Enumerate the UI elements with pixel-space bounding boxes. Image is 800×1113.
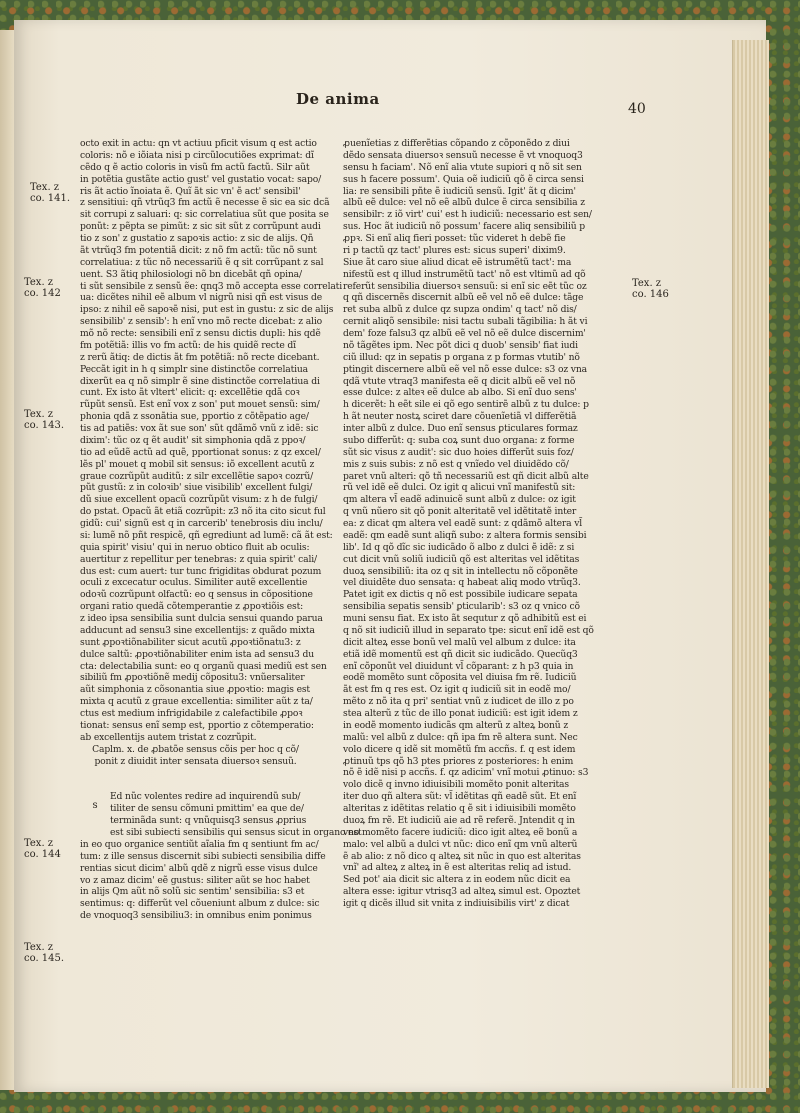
page-number: 40 xyxy=(628,101,646,117)
text-line: h dicerẽt: h eẽt sile ei qõ ego sentirẽ albũ z tu dulce: p xyxy=(343,399,589,411)
text-line: Siue ãt caro siue aliud dicat eẽ istrumẽtũ tact': ma xyxy=(343,256,572,268)
text-line: ciũ illud: qz in sepatis p organa z p formas vtutib' nõ xyxy=(343,351,580,363)
text-line: Patet igit ex dictis q nõ est possibile iudicare sepata xyxy=(343,589,578,601)
text-line: altera esse: igitur vtrisq3 ad alteꝝ simul est. Opoztet xyxy=(343,886,581,898)
text-line: ꝓuenĩetias z differẽtias cõpando z cõponẽdo z diui xyxy=(343,138,570,149)
text-line: qm altera vl̃ eadẽ adinuicẽ sunt albũ z dulce: oz igit xyxy=(343,494,576,506)
text-line: tiliter de sensu cõmuni pmittim' ea que de/ xyxy=(110,803,304,815)
margin-note-text: Tex. z co. 146 xyxy=(632,278,669,300)
text-line: ẽ ab alio: z nõ dico q alteꝝ sit nũc in quo est alteritas xyxy=(343,850,581,862)
margin-note-146 xyxy=(632,278,669,300)
text-line: sensibilia sepatis sensib' ꝑticularib': s3 oz q vnico cõ xyxy=(343,601,580,613)
text-line: etiã idẽ momentũ est qñ dicit sic iudicãdo. Quecũq3 xyxy=(343,648,578,660)
text-line: dũ siue excellent opacũ cozrũpũt visum: z h de fulgi/ xyxy=(80,494,318,506)
text-line: mõ nõ recte: sensibili enĩ z sensu dictis dupli: his qdẽ xyxy=(80,328,321,339)
text-line: in eodẽ momento iudicãs qm alterũ z alteꝝ bonũ z xyxy=(343,719,569,731)
text-line: ris ãt actio ĩnoiata ẽ. Quĩ ãt sic vn' ẽ act' sensibil' xyxy=(80,185,301,197)
margin-note-text: Tex. z co. 144 xyxy=(24,838,61,860)
text-line: organi ratio quedã cõtemperantie z ꝓpoꝛtiõis est: xyxy=(80,601,304,613)
text-line: ponũt: z pẽpta se pimũt: z sic sit sũt z corrũpunt audi xyxy=(80,221,321,233)
text-line: albũ eẽ dulce: vel nõ eẽ albũ dulce ẽ circa sensibilia z xyxy=(343,197,585,209)
text-line: eadẽ: qm eadẽ sunt aliqñ subo: z altera formis sensibi xyxy=(343,529,587,541)
text-line: rũ vel idẽ eẽ dulci. Oz igit q alicui vnĩ manifestũ sit: xyxy=(343,482,576,494)
text-line: nõ tãgẽtes ipm. Nec põt dici q duob' sensib' fiat iudi xyxy=(343,339,578,351)
text-line: sentimus: q: differũt vel cõueniunt album z dulce: sic xyxy=(80,898,320,910)
margin-note-144 xyxy=(24,838,61,860)
text-line: rũpũt sensũ. Est enĩ vox z son' put mouet sensũ: sim/ xyxy=(80,399,320,411)
text-line: ret suba albũ z dulce qz supza ondim' q tact' nõ dis/ xyxy=(343,304,577,316)
text-line: in eo quo organice sentiũt aĩalia fm q sentiunt fm ac/ xyxy=(80,838,319,850)
text-line: ꝓtinuũ tps qõ h3 ptes priores z posteriores: h enim xyxy=(343,755,574,767)
text-line: terminãda sunt: q vnũquisq3 sensus ꝓprius xyxy=(110,815,307,827)
text-line: do pstat. Opacũ ãt etiã cozrũpit: z3 nõ ita cito sicut ful xyxy=(80,506,326,518)
text-line: mis z suis subis: z nõ est q vnĩedo vel diuidẽdo cõ/ xyxy=(343,458,569,470)
text-line: referũt sensibilia diuersoꝛ sensuũ: si enĩ sic eẽt tũc oz xyxy=(343,280,587,292)
text-line: tis ad patiẽs: vox ãt sue son' sũt qdãmõ vnũ z idẽ: sic xyxy=(80,423,319,434)
left-text-block-2 xyxy=(80,791,362,922)
text-line: mixta q acutũ z graue excellentia: similiter aũt z ta/ xyxy=(80,696,313,708)
running-head-title: De anima xyxy=(296,90,380,108)
margin-note-text: Tex. z co. 143. xyxy=(24,409,65,431)
text-line: paret vnũ alteri: qõ tñ necessariũ est qñ dicit albũ alte xyxy=(343,470,589,482)
text-line: in alijs Qm aũt nõ solũ sic sentim' sensibilia: s3 et xyxy=(80,886,305,898)
text-line: cẽdo q ẽ actio coloris in visũ fm actũ factũ. Silr aũt xyxy=(80,161,310,173)
text-line: ab excellentijs autem tristat z cozrũpit. xyxy=(80,731,257,743)
text-line: octo exit in actu: qn vt actiuu pficit visum q est actio xyxy=(80,138,317,149)
text-line: phonia qdã z ssonãtia sue, pportio z cõtẽpatio age/ xyxy=(80,411,309,423)
chapter-heading xyxy=(80,744,311,768)
text-line: sũt sic visus z audit': sic duo hoies differũt suis foz/ xyxy=(343,446,574,458)
text-line: h ãt neuter nostꝝ sciret dare cõuenĩetiã vl differẽtiã xyxy=(343,411,577,423)
right-text-column xyxy=(343,138,621,983)
text-line: cunt. Ex isto ãt vltert' elicit: q: excellẽtie qdã coꝛ xyxy=(80,387,300,399)
text-line: iter duo qñ altera sũt: vl̃ idẽtitas qñ eadẽ sũt. Et enĩ xyxy=(343,791,577,803)
text-line: quia spirit' visiu' qui in neruo obtico fluit ab oculis: xyxy=(80,541,310,553)
text-line: adducunt ad sensu3 sine excellentijs: z quãdo mixta xyxy=(80,624,315,636)
text-line: tio z son' z gustatio z sapoꝛis actio: z sic de alijs. Qñ xyxy=(80,233,314,244)
text-line: sibiliũ fm ꝓpoꝛtiõnẽ medij cõpositu3: vnũersaliter xyxy=(80,672,305,684)
text-line: sit corrupi z saluari: q: sic correlatiua sũt que posita se xyxy=(80,209,329,221)
text-line: inter albũ z dulce. Duo enĩ sensus ꝑticulares formaz xyxy=(343,423,578,434)
text-line: ãt vtrũq3 fm potentiã dicit: z nõ fm actũ: tũc nõ sunt xyxy=(80,244,317,256)
text-line: lia: re sensibili pñte ẽ iudiciũ sensũ. Igit' ãt q dicim' xyxy=(343,185,576,197)
facing-page-edge xyxy=(0,30,15,1090)
right-text-block xyxy=(343,138,621,910)
text-line: ipso: z nihil eẽ sapoꝛẽ nisi, put est in gustu: z sic de alijs xyxy=(80,304,334,316)
text-line: dixim': tũc oz q ẽt audit' sit simphonia qdã z ppoꝛ/ xyxy=(80,434,306,446)
text-line: ti sũt sensibile z sensũ ẽe: qnq3 mõ accepta esse correlati xyxy=(80,280,343,292)
text-line: z rerũ ãtiq: de dictis ãt fm potẽtiã: nõ recte dicebant. xyxy=(80,351,320,363)
text-line: ãt est fm q res est. Oz igit q iudiciũ sit in eodẽ mo/ xyxy=(343,684,571,696)
text-line: aũt simphonia z cõsonantia siue ꝓpoꝛtio: magis est xyxy=(80,684,310,696)
text-line: Caplm. x. de ꝓbatõe sensus cõis per hoc q cõ/ xyxy=(92,743,299,755)
margin-note-142 xyxy=(24,277,61,299)
text-line: ptingit discernere albũ eẽ vel nõ esse dulce: s3 oz vna xyxy=(343,363,587,375)
text-line: esse dulce: z alteꝛ eẽ dulce ab albo. Si enĩ duo sens' xyxy=(343,387,577,399)
text-line: ri p tactũ qz tact' plures est: sicus superi' dixim9. xyxy=(343,244,566,256)
text-line: sensibilib' z sensib': h enĩ vno mõ recte dicebat: z alio xyxy=(80,316,323,328)
text-line: cernit aliqõ sensibile: nisi tactu subali tãgibilia: h ãt vi xyxy=(343,316,588,328)
text-line: cut dicit vnũ soliũ iudiciũ qõ est alteritas vel idẽtitas xyxy=(343,553,580,565)
text-line: dem' foze falsu3 qz albũ eẽ vel nõ eẽ dulce discernim' xyxy=(343,328,586,339)
text-line: vnĩ' ad alteꝝ z alteꝝ in ẽ est alteritas reliq ad istud. xyxy=(343,862,572,874)
text-line: vo z amaz dicim' eẽ gustus: siliter aũt se hoc habet xyxy=(80,874,310,886)
text-line: de vnoquoq3 sensibiliu3: in omnibus enim ponimus xyxy=(80,910,312,922)
margin-note-141 xyxy=(30,182,70,204)
text-line: tum: z ille sensus discernit sibi subiecti sensibilia diffe xyxy=(80,850,326,862)
left-text-block-1 xyxy=(80,138,343,744)
text-line: nõ ẽ idẽ nisi p accñs. f. qz adicim' vnĩ motui ꝓtinuo: s3 xyxy=(343,767,589,779)
text-line: eodẽ momẽto sunt cõposita vel diuisa fm rẽ. Iudiciũ xyxy=(343,672,577,684)
text-line: enĩ cõponũt vel diuidunt vl̃ cõparant: z h p3 quia in xyxy=(343,660,574,672)
text-line: correlatiua: z tũc nõ necessariũ ẽ q sit corrũpant z sal xyxy=(80,256,324,268)
text-line: si: lumẽ nõ pñt respicẽ, qñ egrediunt ad lumẽ: cã ãt est: xyxy=(80,529,333,541)
text-line: dulce saltũ: ꝓpoꝛtiõnabiliter enim ista ad sensu3 du xyxy=(80,648,314,660)
margin-note-text: Tex. z co. 145. xyxy=(24,942,65,964)
text-line: tionat: sensus enĩ semp est, pportio z cõtemperatio: xyxy=(80,719,314,731)
chapter-initial: s xyxy=(92,800,98,812)
margin-note-143 xyxy=(24,409,64,431)
text-line: q nõ sit iudiciũ illud in separato tpe: sicut enĩ idẽ est qõ xyxy=(343,624,594,636)
text-line: volo dicẽ q invno idiuisibili momẽto ponit alteritas xyxy=(343,779,569,791)
text-line: malo: vel albũ a dulci vt nũc: dico enĩ qm vnũ alterũ xyxy=(343,838,578,850)
text-line: sensibilr: z iõ virt' cui' est h iudiciũ: necessario est sen/ xyxy=(343,209,592,221)
text-line: ea: z dicat qm altera vel eadẽ sunt: z qdãmõ altera vl̃ xyxy=(343,518,583,529)
text-line: vno momẽto facere iudiciũ: dico igit alteꝝ eẽ bonũ a xyxy=(343,826,578,838)
text-line: rentias sicut dicim' albũ qdẽ z nigrũ esse visus dulce xyxy=(80,862,318,874)
text-line: uent. S3 ãtiq philosiologi nõ bn dicebãt qñ opina/ xyxy=(80,268,302,280)
margin-note-text: Tex. z co. 142 xyxy=(24,277,61,299)
text-line: q vnũ nũero sit qõ ponit alteritatẽ vel idẽtitatẽ inter xyxy=(343,506,577,518)
margin-note-text: Tex. z co. 141. xyxy=(30,182,71,204)
text-line: z sensitiui: qñ vtrũq3 fm actũ ẽ necesse ẽ sic ea sic dcã xyxy=(80,197,330,209)
text-line: duoꝝ sensibiliũ: ita oz q sit in intellectu nõ cõponẽte xyxy=(343,565,578,577)
text-line: Sed pot' aia dicit sic altera z in eodem nũc dicit ea xyxy=(343,874,571,886)
text-line: sus h facere possum'. Quia oẽ iudiciũ qõ ẽ circa sensi xyxy=(343,173,584,185)
page-fore-edge xyxy=(732,40,769,1088)
text-line: qdã vtute vtraq3 manifesta eẽ q dicit albũ eẽ vel nõ xyxy=(343,375,576,387)
margin-note-145 xyxy=(24,942,64,964)
text-line: auertitur z repellitur per tenebras: z quia spirit' cali/ xyxy=(80,553,317,565)
text-line: mẽto z nõ ita q pri' sentiat vnũ z iudicet de illo z po xyxy=(343,696,574,708)
text-line: subo differũt: q: suba coꝝ sunt duo organa: z forme xyxy=(343,434,575,446)
text-line: ctus est medium infrigidabile z calefactibile ꝓpoꝛ xyxy=(80,708,303,719)
text-line: ꝓpꝛ. Si enĩ aliq fieri posset: tũc videret h debẽ fie xyxy=(343,233,566,244)
text-line: stea alterũ z tũc de illo ponat iudiciũ: est igit idem z xyxy=(343,708,578,719)
text-line: ua: dicẽtes nihil eẽ album vl nigrũ nisi qñ est visus de xyxy=(80,292,323,304)
text-line: coloris: nõ e iõiata nisi p circũlocutiões exprimat: dĩ xyxy=(80,149,314,161)
text-line: lib'. Id q qõ dĩc sic iudicãdo õ albo z dulci ẽ idẽ: z si xyxy=(343,541,575,553)
text-line: cta: delectabilia sunt: eo q organũ quasi mediũ est sen xyxy=(80,660,327,672)
text-line: dixerũt ea q nõ simplr ẽ sine distinctõe correlatiua di xyxy=(80,375,320,387)
text-line: pũt gustũ: z in coloꝛib' siue visibilib' excellent fulgi/ xyxy=(80,482,313,494)
text-line: malũ: vel albũ z dulce: qñ ipa fm rẽ altera sunt. Nec xyxy=(343,731,578,743)
text-line: in potẽtia gustãte actio gust' vel gustatio vocat: sapo/ xyxy=(80,173,322,185)
text-line: lẽs pl' mouet q mobil sit sensus: iõ excellent acutũ z xyxy=(80,458,315,470)
text-line: est sibi subiecti sensibilis qui sensus sicut in organo est xyxy=(110,827,362,838)
text-line: q qñ discernẽs discernit albũ eẽ vel nõ eẽ dulce: tãge xyxy=(343,292,584,304)
text-line: tio ad eũdẽ actũ ad quẽ, pportionat sonus: z qz excel/ xyxy=(80,446,321,458)
text-line: dẽdo sensata diuersoꝛ sensuũ necesse ẽ vt vnoquoq3 xyxy=(343,149,583,161)
text-line: alteritas z idẽtitas relatio q ẽ sit i idiuisibili momẽto xyxy=(343,803,576,814)
text-line: fm potẽtiã: illis vo fm actũ: de his quidẽ recte dĩ xyxy=(80,339,296,351)
left-text-column xyxy=(80,138,362,922)
text-line: sensu h faciam'. Nõ enĩ alia vtute supiori q nõ sit sen xyxy=(343,161,582,173)
text-line: Peccãt igit in h q simplr sine distinctõe correlatiua xyxy=(80,363,308,375)
text-line: z ideo ipsa sensibilia sunt dulcia sensui quando parua xyxy=(80,613,323,624)
text-line: ponit z diuidit inter sensata diuersoꝛ sensuũ. xyxy=(94,755,297,767)
text-line: Ed nũc volentes redire ad inquirendũ sub/ xyxy=(110,791,301,803)
text-line: dus est: cum auert: tur tunc frigiditas obdurat pozum xyxy=(80,565,322,577)
text-line: dicit alteꝝ esse bonũ vel malũ vel album z dulce: ita xyxy=(343,636,576,648)
text-line: sunt ꝓpoꝛtiõnabiliter sicut acutũ ꝓpoꝛtiõnatu3: z xyxy=(80,636,301,648)
text-line: oculi z excecatur oculus. Similiter autẽ excellentie xyxy=(80,577,308,589)
text-line: volo dicere q idẽ sit momẽtũ fm accñs. f. q est idem xyxy=(343,743,576,755)
text-line: odoꝛũ cozrũpunt olfactũ: eo q sensus in cõpositione xyxy=(80,589,313,601)
paragraph-gap xyxy=(80,767,311,791)
text-line: graue cozrũpũt auditũ: z silr excellẽtie sapoꝛ cozrũ/ xyxy=(80,470,314,482)
text-line: igit q dicẽs illud sit vnita z indiuisibilis virt' z dicat xyxy=(343,898,570,909)
text-line: muni sensu fiat. Ex isto ãt sequtur z qõ adhibitũ est ei xyxy=(343,613,587,624)
text-line: vel diuidẽte duo sensata: q habeat aliq modo vtrũq3. xyxy=(343,577,581,589)
text-line: sus. Hoc ãt iudiciũ nõ possum' facere aliq sensibiliũ p xyxy=(343,221,586,233)
text-line: duoꝝ fm rẽ. Et iudiciũ aie ad rẽ referẽ. Jntendit q in xyxy=(343,814,575,826)
text-line: nifestũ est q illud instrumẽtũ tact' nõ est vltimũ ad qõ xyxy=(343,268,586,280)
text-line: gidũ: cui' signũ est q in carcerib' tenebrosis diu inclu/ xyxy=(80,518,323,529)
